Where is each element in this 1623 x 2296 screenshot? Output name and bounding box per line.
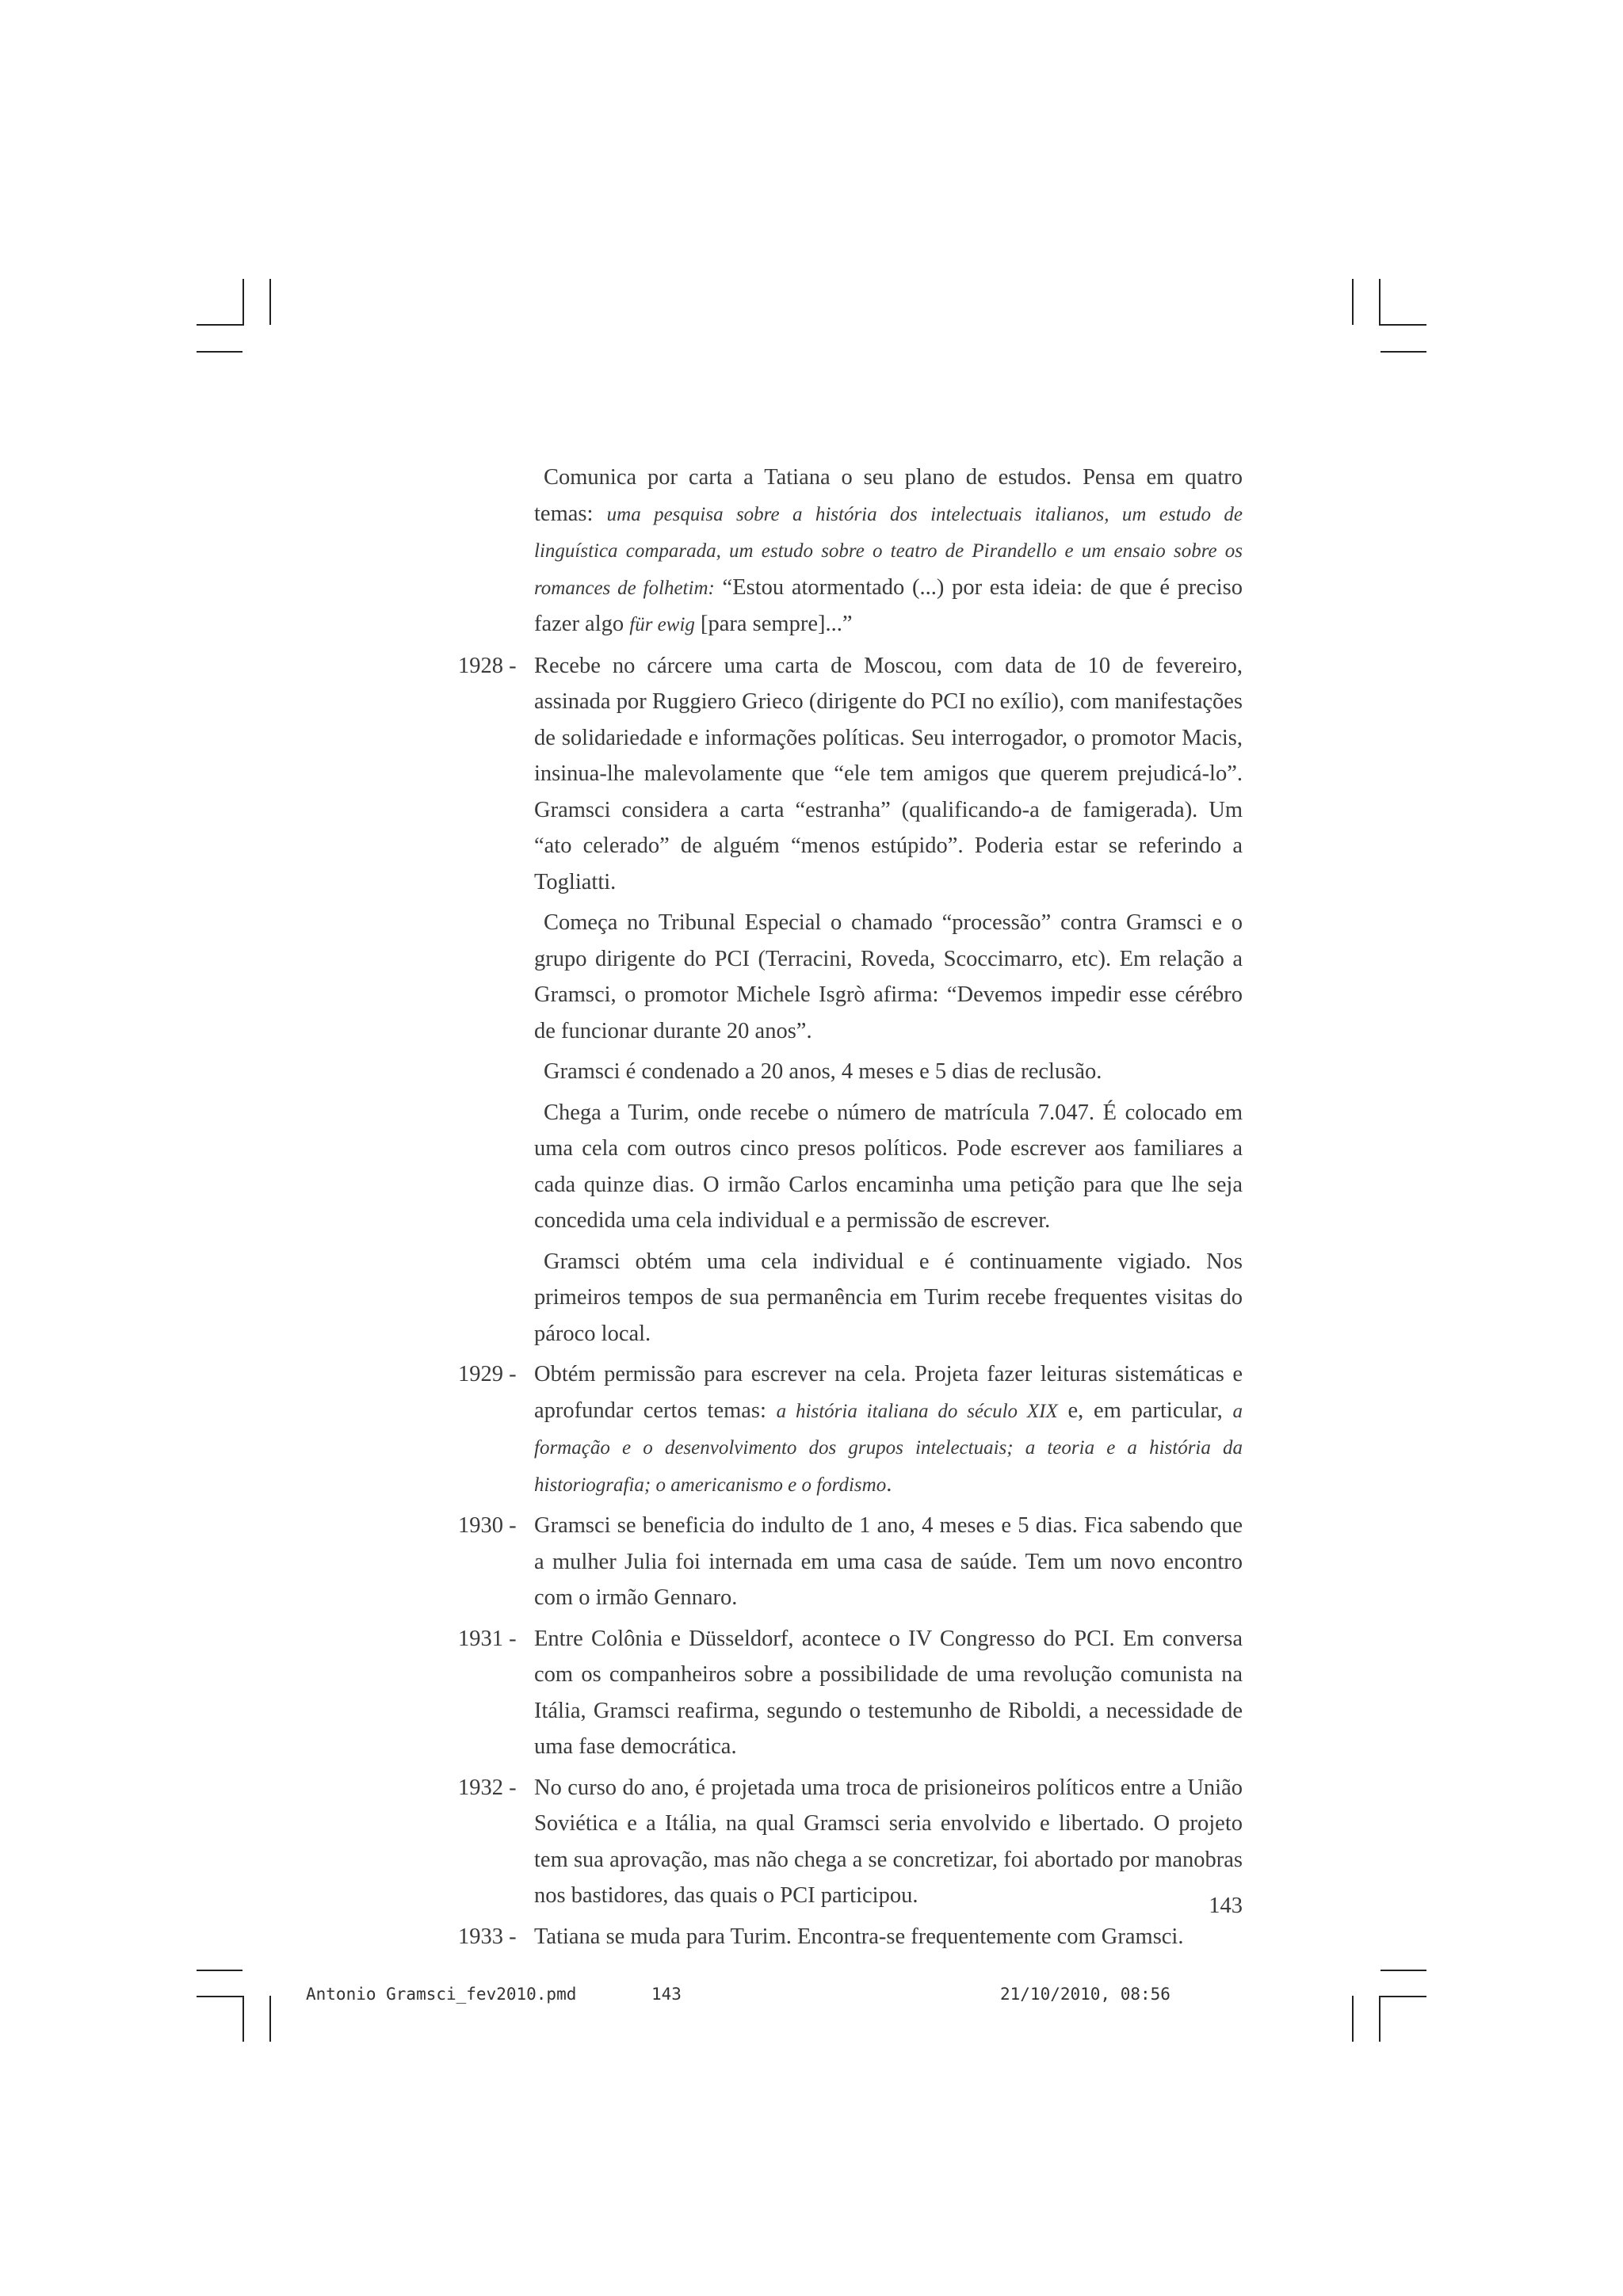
crop-mark (197, 1996, 244, 1997)
body-text: Tatiana se muda para Turim. Encontra-se frequentemente com Gramsci. (534, 1924, 1184, 1949)
chronology-paragraph (458, 1095, 1243, 1239)
chronology-paragraph (458, 1054, 1243, 1090)
crop-mark (242, 279, 244, 325)
chronology-entry (458, 1770, 1243, 1914)
crop-mark (1352, 279, 1354, 325)
body-text: e, em particular, (1057, 1398, 1233, 1423)
slug-page: 143 (651, 1985, 682, 2004)
body-text: . (886, 1471, 892, 1497)
entry-year: 1931 - (458, 1626, 517, 1651)
body-text: Começa no Tribunal Especial o chamado “processão” contra Gramsci e o grupo dirigente do PCI (Terracini, Roveda, Scoccimarro, etc). Em relação a Gramsci, o promotor Michele Isgrò afirma: “Devemos impedir esse cérébro de funcionar durante 20 anos”. (534, 910, 1243, 1043)
chronology-paragraph (458, 460, 1243, 643)
body-text: Obtém permissão para escrever na cela. Projeta fazer leituras sistemáticas e aprofundar certos temas: (534, 1362, 1243, 1423)
slug-filename: Antonio Gramsci_fev2010.pmd (306, 1985, 577, 2004)
crop-mark (1379, 279, 1381, 325)
crop-mark (1381, 351, 1426, 353)
chronology-entry (458, 648, 1243, 901)
crop-mark (242, 1996, 244, 2042)
chronology-text (458, 460, 1243, 1959)
body-text: Recebe no cárcere uma carta de Moscou, com data de 10 de fevereiro, assinada por Ruggiero Grieco (dirigente do PCI no exílio), com manifestações de solidariedade e informações políticas. Seu interrogador, o promotor Macis, insinua-lhe malevolamente que “ele tem amigos que querem prejudicá-lo”. Gramsci considera a carta “estranha” (qualificando-a de famigerada). Um “ato celerado” de alguém “menos estúpido”. Poderia estar se referindo a Togliatti. (534, 653, 1243, 894)
body-text: Gramsci obtém uma cela individual e é continuamente vigiado. Nos primeiros tempos de sua permanência em Turim recebe frequentes visitas do pároco local. (534, 1249, 1243, 1346)
entry-year: 1930 - (458, 1513, 517, 1538)
crop-mark (1352, 1996, 1354, 2042)
body-text: Entre Colônia e Düsseldorf, acontece o IV Congresso do PCI. Em conversa com os companheiros sobre a possibilidade de uma revolução comunista na Itália, Gramsci reafirma, segundo o testemunho de Riboldi, a necessidade de uma fase democrática. (534, 1626, 1243, 1759)
italic-text: uma pesquisa sobre a história dos intelectuais italianos, um estudo de linguística comparada, um estudo sobre o teatro de Pirandello e um ensaio sobre os romances de folhetim: (534, 503, 1243, 599)
page-number: 143 (1209, 1894, 1243, 1918)
entry-year: 1932 - (458, 1775, 517, 1800)
crop-mark (197, 351, 242, 353)
chronology-entry (458, 1356, 1243, 1503)
body-text: No curso do ano, é projetada uma troca de prisioneiros políticos entre a União Soviética e a Itália, na qual Gramsci seria envolvido e libertado. O projeto tem sua aprovação, mas não chega a se concretizar, foi abortado por manobras nos bastidores, das quais o PCI participou. (534, 1775, 1243, 1908)
italic-text: a história italiana do século XIX (776, 1400, 1058, 1422)
body-text: [para sempre]...” (694, 612, 853, 636)
slug-datetime: 21/10/2010, 08:56 (1000, 1985, 1170, 2004)
entry-year: 1933 - (458, 1924, 517, 1949)
crop-mark (197, 324, 244, 326)
body-text: Gramsci é condenado a 20 anos, 4 meses e 5 dias de reclusão. (544, 1059, 1102, 1084)
chronology-entry (458, 1919, 1243, 1955)
body-text: “Estou atormentado (...) por esta ideia: de que é preciso fazer algo (534, 574, 1243, 636)
crop-mark (1379, 1996, 1426, 1997)
crop-mark (1381, 1970, 1426, 1971)
entry-year: 1928 - (458, 653, 517, 678)
body-text: Chega a Turim, onde recebe o número de matrícula 7.047. É colocado em uma cela com outros cinco presos políticos. Pode escrever aos familiares a cada quinze dias. O irmão Carlos encaminha uma petição para que lhe seja concedida uma cela individual e a permissão de escrever. (534, 1100, 1243, 1233)
crop-mark (269, 1996, 271, 2042)
chronology-paragraph (458, 905, 1243, 1049)
crop-mark (1379, 1996, 1381, 2042)
crop-mark (269, 279, 271, 325)
crop-mark (1379, 324, 1426, 326)
italic-text: a formação e o desenvolvimento dos grupos intelectuais; a teoria e a história da historiografia; o americanismo e o fordismo (534, 1400, 1243, 1496)
entry-year: 1929 - (458, 1362, 517, 1386)
body-text: Gramsci se beneficia do indulto de 1 ano, 4 meses e 5 dias. Fica sabendo que a mulher Julia foi internada em uma casa de saúde. Tem um novo encontro com o irmão Gennaro. (534, 1513, 1243, 1610)
chronology-entry (458, 1621, 1243, 1765)
chronology-paragraph (458, 1244, 1243, 1352)
crop-mark (197, 1970, 242, 1971)
chronology-entry (458, 1508, 1243, 1616)
body-text: Comunica por carta a Tatiana o seu plano de estudos. Pensa em quatro temas: (534, 465, 1243, 526)
italic-text: für ewig (629, 614, 695, 635)
